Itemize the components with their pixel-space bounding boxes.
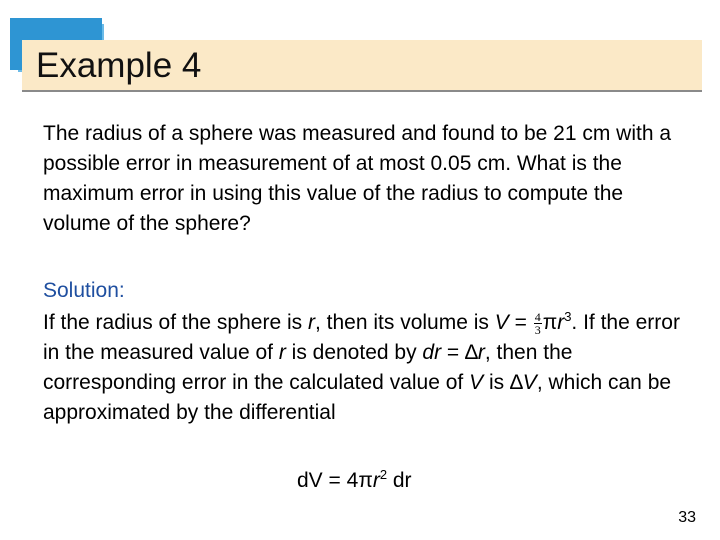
problem-text: The radius of a sphere was measured and found to be 21 cm with a possible error in measurement of at most 0.05 cm. What is the maximum error in using this value of the radius to compute the volume of the sphere? xyxy=(43,122,672,235)
fraction-numerator: 4 xyxy=(534,309,541,324)
formula-pi: π xyxy=(358,469,373,492)
formula-lhs: dV = 4 xyxy=(297,469,359,492)
solution-text xyxy=(43,308,693,428)
page-number: 33 xyxy=(678,509,696,526)
solution-s1: If the radius of the sphere is xyxy=(43,311,308,334)
solution-label: Solution: xyxy=(43,279,125,302)
var-v: V xyxy=(469,371,484,394)
var-r: r xyxy=(477,341,485,364)
differential-formula xyxy=(297,466,412,496)
var-r: r xyxy=(278,341,286,364)
solution-s3: = xyxy=(508,311,533,334)
solution-s7: , then the corresponding error in the calculated value of xyxy=(43,341,573,394)
fraction-four-thirds xyxy=(534,311,542,336)
var-r: r xyxy=(557,311,565,334)
formula-rhs: dr xyxy=(387,469,412,492)
solution-s5: is denoted by xyxy=(285,341,423,364)
formula-exponent: 2 xyxy=(379,467,388,482)
solution-s9: , which can be approximated by the differential xyxy=(43,371,672,424)
solution-s4: . If the error in the measured value of xyxy=(43,311,680,364)
solution-s2: , then its volume is xyxy=(314,311,495,334)
solution-s8: is ∆ xyxy=(483,371,523,394)
exponent-3: 3 xyxy=(564,309,572,324)
var-r: r xyxy=(307,311,315,334)
fraction-denominator: 3 xyxy=(534,322,541,337)
formula-r: r xyxy=(372,469,380,492)
slide-title: Example 4 xyxy=(36,46,202,85)
var-v: V xyxy=(522,371,537,394)
pi-symbol: π xyxy=(542,311,558,334)
solution-s6: = ∆ xyxy=(441,341,478,364)
var-dr: dr xyxy=(422,341,442,364)
var-v: V xyxy=(494,311,509,334)
